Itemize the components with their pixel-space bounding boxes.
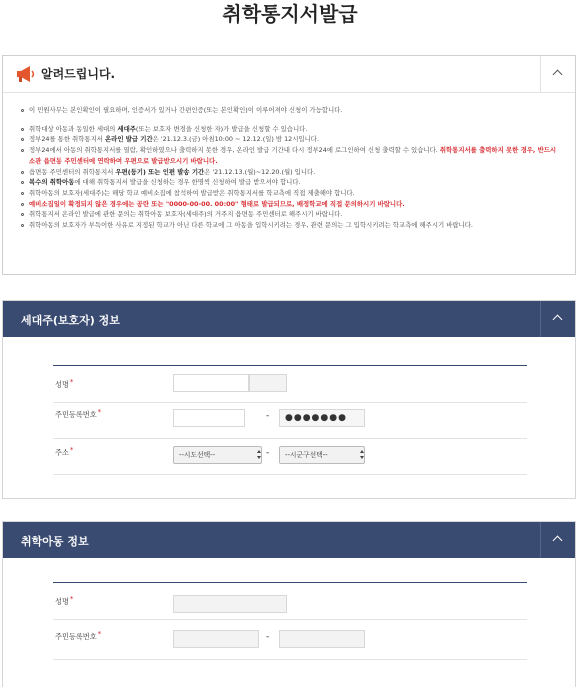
notice-item: 예비소집일이 확정되지 않은 경우에는 공란 또는 "0000-00-00. 00:00" 형태로 발급되므로, 배정학교에 직접 문의하시기 바랍니다. <box>17 199 561 210</box>
guardian-name-input-extra <box>249 374 287 392</box>
child-rrn-front-input[interactable] <box>173 630 259 648</box>
notice-collapse-button[interactable] <box>540 56 575 92</box>
child-name-row <box>53 583 527 620</box>
child-form <box>53 582 527 642</box>
child-rrn-row <box>53 619 527 660</box>
page-title: 취학통지서발급 <box>222 2 358 26</box>
chevron-up-icon <box>553 536 563 546</box>
notice-item: 취학아동의 보호자(세대주)는 해당 학교 예비소집에 참석하여 발급받은 취학통지서를 학교측에 직접 제출해야 합니다. <box>17 188 561 199</box>
rrn-dash: - <box>266 632 270 642</box>
guardian-section-title: 세대주(보호자) 정보 <box>21 314 120 327</box>
notice-item: 정부24에서 아동의 취학통지서를 열람, 확인하였으나 출력하지 못한 경우, 온라인 발급 기간내 다시 정부24에 로그인하여 신청 출력할 수 있습니다. 취학통지서를 출력하지 못한 경우, 반드시 소관 읍면동 주민센터에 연락하여 우편으로 발급받으시기 바랍니다. <box>17 145 561 166</box>
rrn-dash: - <box>266 411 270 421</box>
notice-item: 취학아동의 보호자가 부득이한 사유로 지정된 학교가 아닌 다른 학교에 그 아동을 입학시키려는 경우, 관련 문의는 그 입학시키려는 학교측에 해주시기 바랍니다. <box>17 220 561 231</box>
guardian-form <box>53 365 527 459</box>
notice-title: 알려드립니다. <box>41 67 116 81</box>
child-section-title: 취학아동 정보 <box>21 535 89 548</box>
notice-item: 취학대상 아동과 동일한 세대의 세대주(또는 보호자 변경을 신청한 자)가 발급을 신청할 수 있습니다. <box>17 124 561 135</box>
child-section <box>2 521 576 687</box>
notice-header <box>3 56 575 93</box>
guardian-name-input[interactable] <box>173 374 249 392</box>
notice-panel <box>2 55 576 275</box>
guardian-rrn-front-input[interactable] <box>173 409 245 427</box>
name-label: 성명* <box>55 378 74 389</box>
chevron-up-icon <box>553 315 563 325</box>
address-label: 주소* <box>55 446 74 457</box>
sigungu-select[interactable]: --시군구선택-- <box>279 446 365 464</box>
notice-item: 복수의 취학아동에 대해 취학통지서 발급을 신청하는 경우 한명씩 신청하여 발급 받으셔야 합니다. <box>17 177 561 188</box>
notice-intro: 이 민원사무는 본인확인이 필요하며, 인증서가 있거나 간편인증(또는 본인확인)이 이루어져야 신청이 가능합니다. <box>17 105 561 116</box>
child-collapse-button[interactable] <box>540 522 575 558</box>
megaphone-icon <box>15 65 37 83</box>
sido-select[interactable]: --시도선택-- <box>173 446 262 464</box>
address-dash: - <box>266 448 270 458</box>
notice-item: 취학통지서 온라인 발급에 관한 문의는 취학아동 보호자(세대주)의 거주지 읍면동 주민센터로 해주시기 바랍니다. <box>17 209 561 220</box>
guardian-collapse-button[interactable] <box>540 301 575 337</box>
child-rrn-back-input[interactable] <box>279 630 365 648</box>
guardian-address-row <box>53 438 527 475</box>
notice-body <box>3 93 575 231</box>
rrn-label: 주민등록번호* <box>55 630 102 641</box>
name-label: 성명* <box>55 595 74 606</box>
rrn-label: 주민등록번호* <box>55 408 102 419</box>
guardian-section <box>2 300 576 499</box>
guardian-rrn-back-input[interactable]: ●●●●●●● <box>279 409 365 427</box>
chevron-up-icon <box>553 70 563 80</box>
notice-item: 정부24를 통한 취학통지서 온라인 발급 기간은 '21.12.3.(금) 아침10:00 ~ 12.12.(일) 밤 12시입니다. <box>17 134 561 145</box>
child-name-input[interactable] <box>173 595 287 613</box>
guardian-name-row <box>53 366 527 403</box>
guardian-section-header <box>3 301 575 337</box>
notice-item: 읍면동 주민센터의 취학통지서 우편(등기) 또는 인편 발송 기간은 '21.12.13.(월)~12.20.(월) 입니다. <box>17 167 561 178</box>
child-section-header <box>3 522 575 558</box>
guardian-rrn-row <box>53 402 527 439</box>
